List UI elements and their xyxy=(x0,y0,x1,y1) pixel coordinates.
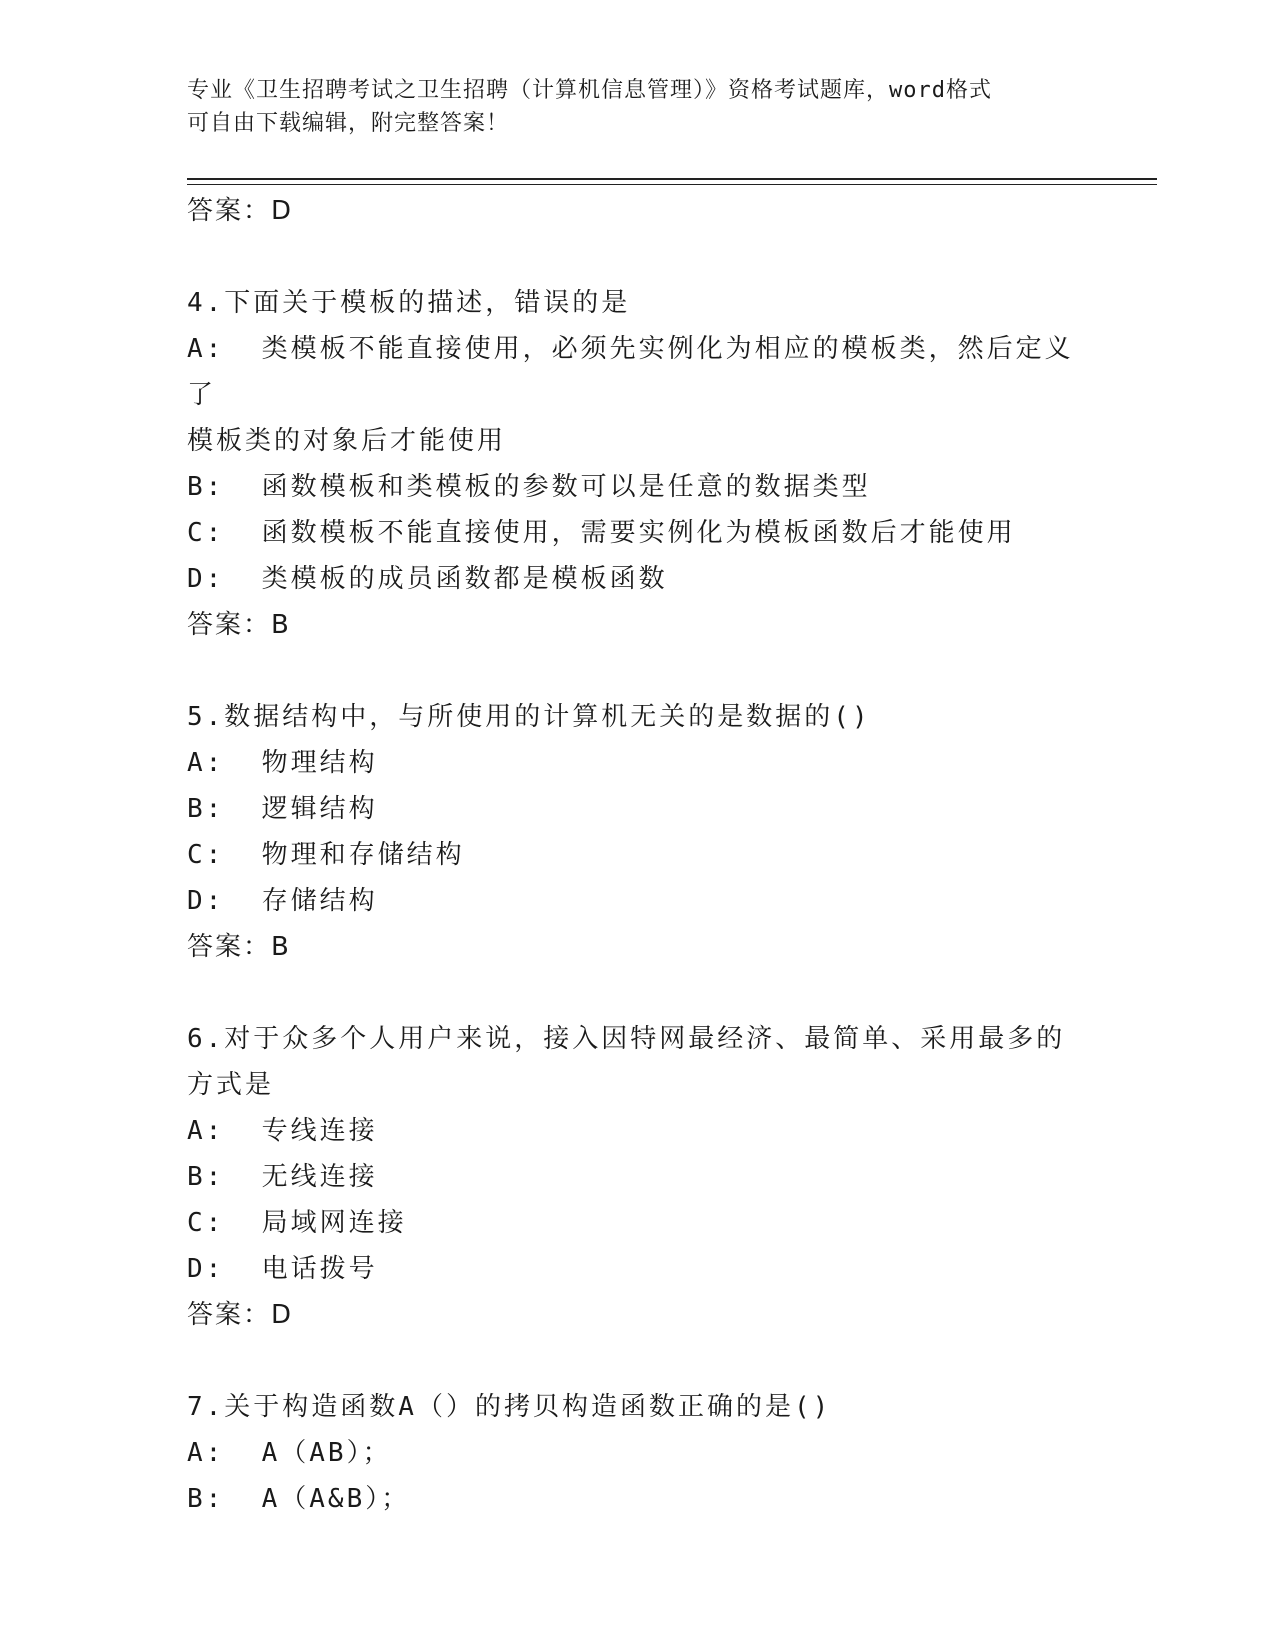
question-answer: 答案：D xyxy=(187,1300,294,1330)
question-stem: 4.下面关于模板的描述，错误的是 xyxy=(187,288,631,318)
question-gap xyxy=(187,1338,1087,1384)
question-stem: 5.数据结构中，与所使用的计算机无关的是数据的() xyxy=(187,702,871,732)
question-option: B: 函数模板和类模板的参数可以是任意的数据类型 xyxy=(187,472,871,502)
header-divider-thick xyxy=(187,178,1157,180)
question-answer: 答案：B xyxy=(187,610,291,640)
document-header xyxy=(187,74,1087,140)
question-block xyxy=(187,1384,1087,1522)
question-list xyxy=(187,234,1087,1522)
question-stem: 方式是 xyxy=(187,1070,275,1100)
question-option: D: 存储结构 xyxy=(187,886,378,916)
question-option: C: 函数模板不能直接使用，需要实例化为模板函数后才能使用 xyxy=(187,518,1016,548)
question-option: A: A（AB）； xyxy=(187,1438,392,1468)
header-line-2: 可自由下载编辑，附完整答案！ xyxy=(187,111,510,136)
question-option: D: 电话拨号 xyxy=(187,1254,378,1284)
question-content xyxy=(187,188,1087,1522)
question-gap xyxy=(187,234,1087,280)
question-block xyxy=(187,1016,1087,1338)
question-block xyxy=(187,280,1087,648)
question-option: C: 局域网连接 xyxy=(187,1208,407,1238)
question-option: B: 逻辑结构 xyxy=(187,794,378,824)
header-divider-thin xyxy=(187,184,1157,185)
question-option: 模板类的对象后才能使用 xyxy=(187,426,507,456)
question-option: C: 物理和存储结构 xyxy=(187,840,465,870)
question-option: A: 类模板不能直接使用，必须先实例化为相应的模板类，然后定义了 xyxy=(187,334,1074,410)
question-option: A: 专线连接 xyxy=(187,1116,378,1146)
question-option: A: 物理结构 xyxy=(187,748,378,778)
question-stem: 7.关于构造函数A（）的拷贝构造函数正确的是() xyxy=(187,1392,832,1422)
previous-answer: 答案：D xyxy=(187,196,294,226)
question-option: B: 无线连接 xyxy=(187,1162,378,1192)
question-gap xyxy=(187,970,1087,1016)
question-option: D: 类模板的成员函数都是模板函数 xyxy=(187,564,668,594)
question-option: B: A（A&B）； xyxy=(187,1484,411,1514)
question-gap xyxy=(187,648,1087,694)
question-stem: 6.对于众多个人用户来说，接入因特网最经济、最简单、采用最多的 xyxy=(187,1024,1066,1054)
question-block xyxy=(187,694,1087,970)
question-answer: 答案：B xyxy=(187,932,291,962)
header-line-1: 专业《卫生招聘考试之卫生招聘（计算机信息管理）》资格考试题库，word格式 xyxy=(187,78,992,103)
